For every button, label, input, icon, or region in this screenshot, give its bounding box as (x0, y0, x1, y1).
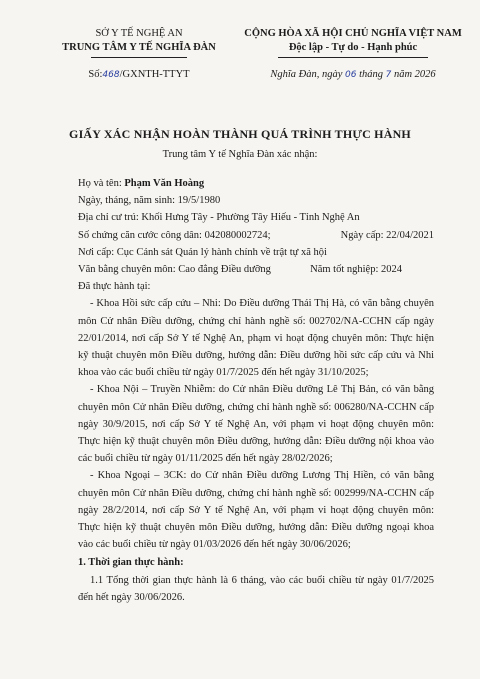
date-year: năm 2026 (393, 69, 436, 80)
person-address: Địa chỉ cư trú: Khối Hưng Tây - Phường Tây Hiếu - Tỉnh Nghệ An (78, 212, 360, 224)
date-day-handwritten: 06 (344, 70, 357, 80)
person-name-row (78, 175, 434, 192)
practice-item: - Khoa Hồi sức cấp cứu – Nhi: Do Điều dưỡng Thái Thị Hà, có văn bằng chuyên môn Cử nhân Điều dưỡng, chứng chỉ hành nghề số: 002702/NA-CCHN cấp ngày 22/01/2014, nơi cấp Sở Y tế Nghệ An, phạm vi hoạt động chuyên môn: Thực hiện kỹ thuật chuyên môn Điều dưỡng, hướng dẫn: Điều dưỡng hồi sức cấp cứu và Nhi khoa vào các buổi chiều từ ngày 01/7/2025 đến hết ngày 31/10/2025; (78, 298, 434, 379)
document-intro: Trung tâm Y tế Nghĩa Đàn xác nhận: (162, 149, 318, 160)
national-title: CỘNG HÒA XÃ HỘI CHỦ NGHĨA VIỆT NAM (244, 28, 462, 39)
header-left-underline (91, 57, 187, 58)
person-id-date: Ngày cấp: 22/04/2021 (340, 229, 434, 241)
person-grad-year: Năm tốt nghiệp: 2024 (310, 264, 402, 276)
document-number (44, 68, 234, 82)
document-date (228, 68, 478, 82)
date-month-label: tháng (359, 69, 383, 80)
person-degree: Văn bằng chuyên môn: Cao đẳng Điều dưỡng (78, 264, 271, 276)
document-number-handwritten: 468 (102, 70, 120, 80)
person-id-number: Số chứng căn cước công dân: 042080002724; (78, 229, 271, 241)
date-month-handwritten: 7 (385, 70, 392, 80)
person-dob: Ngày, tháng, năm sinh: 19/5/1980 (78, 195, 221, 207)
issuer-header (44, 27, 234, 82)
date-prefix: Nghĩa Đàn, ngày (270, 69, 343, 80)
national-header (228, 27, 478, 82)
person-name: Phạm Văn Hoàng (124, 178, 205, 189)
section-1-title: 1. Thời gian thực hành: (78, 557, 184, 569)
parent-organization: SỞ Y TẾ NGHỆ AN (95, 28, 183, 39)
person-id-issuer: Nơi cấp: Cục Cảnh sát Quản lý hành chính về trật tự xã hội (78, 246, 327, 258)
header-right-underline (278, 57, 428, 58)
document-title: GIẤY XÁC NHẬN HOÀN THÀNH QUÁ TRÌNH THỰC HÀNH (69, 127, 411, 141)
person-degree-row (78, 261, 434, 278)
issuing-organization: TRUNG TÂM Y TẾ NGHĨA ĐÀN (62, 42, 216, 53)
document-number-prefix: Số: (88, 69, 103, 80)
section-1-text: 1.1 Tổng thời gian thực hành là 6 tháng, vào các buổi chiều từ ngày 01/7/2025 đến hết ngày 30/06/2026. (78, 574, 434, 603)
practice-label: Đã thực hành tại: (78, 281, 151, 293)
document-body (78, 175, 434, 606)
person-id-row (78, 227, 434, 244)
practice-item: - Khoa Ngoại – 3CK: do Cử nhân Điều dưỡng Lương Thị Hiền, có văn bằng chuyên môn Cử nhân Điều dưỡng, chứng chỉ hành nghề số: 002999/NA-CCHN cấp ngày 28/2/2014, nơi cấp Sở Y tế Nghệ An, với phạm vi hoạt động chuyên môn: Thực hiện kỹ thuật chuyên môn Điều dưỡng, hướng dẫn: Điều dưỡng ngoại khoa vào các buổi chiều từ ngày 01/03/2026 đến hết ngày 30/06/2026; (78, 470, 434, 551)
national-motto: Độc lập - Tự do - Hạnh phúc (288, 42, 418, 53)
document-number-suffix: /GXNTH-TTYT (119, 69, 190, 80)
person-name-label: Họ và tên: (78, 178, 122, 189)
practice-item: - Khoa Nội – Truyền Nhiễm: do Cử nhân Điều dưỡng Lê Thị Bản, có văn bằng chuyên môn Cử nhân Điều dưỡng, chứng chỉ hành nghề số: 006280/NA-CCHN cấp ngày 30/9/2015, nơi cấp Sở Y tế Nghệ An, với phạm vi hoạt động chuyên môn: Thực hiện kỹ thuật chuyên môn Điều dưỡng, hướng dẫn: Điều dưỡng nội khoa vào các buổi chiều từ ngày 01/11/2025 đến hết ngày 28/02/2026; (78, 384, 434, 465)
